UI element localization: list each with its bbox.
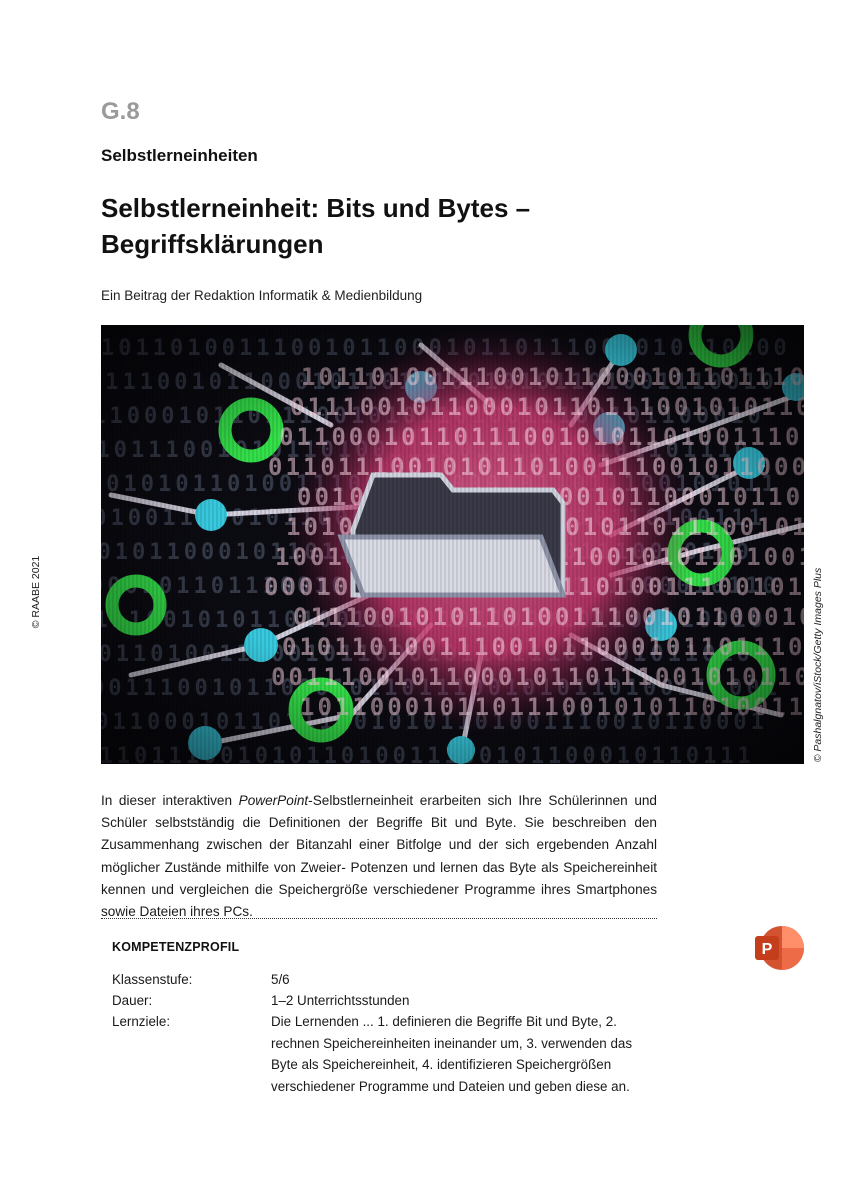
section-label: Selbstlerneinheiten	[101, 146, 258, 165]
kompetenzprofil-title: KOMPETENZPROFIL	[112, 940, 240, 954]
powerpoint-icon	[752, 922, 804, 974]
section-divider	[101, 918, 657, 919]
intro-paragraph	[101, 790, 657, 923]
page-title	[101, 190, 661, 262]
title-line-1: Selbstlerneinheit: Bits und Bytes –	[101, 193, 531, 223]
kp-label: Klassenstufe:	[112, 972, 193, 987]
byline: Ein Beitrag der Redaktion Informatik & Medienbildung	[101, 288, 423, 303]
kp-label: Dauer:	[112, 993, 153, 1008]
hero-illustration	[101, 325, 804, 764]
kp-label: Lernziele:	[112, 1014, 171, 1029]
title-line-2: Begriffsklärungen	[101, 229, 324, 259]
intro-text-2: -Selbstlerneinheit erarbeiten sich Ihre Schülerinnen und Schüler selbstständig die Definitionen der Begriffe Bit und Byte. Sie beschreiben den Zusammenhang zwischen der Bitanzahl einer Bitfolge und der sich ergebenden Anzahl möglicher Zustände mithilfe von Zweier- Potenzen und lernen das Byte als Speichereinheit kennen und vergleichen die Speichergröße verschiedener Programme ihres Smartphones sowie Dateien ihres PCs.	[101, 793, 657, 920]
intro-text-1: In dieser interaktiven	[101, 793, 239, 808]
kp-value: 1–2 Unterrichtsstunden	[271, 993, 410, 1008]
intro-italic: PowerPoint	[238, 793, 309, 808]
powerpoint-letter: P	[761, 941, 773, 958]
kp-value: 5/6	[271, 972, 290, 987]
kp-value: Die Lernenden ... 1. definieren die Begriffe Bit und Byte, 2. rechnen Speichereinheiten ineinander um, 3. verwenden das Byte als Speichereinheit, 4. identifizieren Speichergrößen verschiedener Programme und Dateien und geben diese an.	[271, 1014, 633, 1094]
chapter-number: G.8	[101, 98, 140, 125]
image-credit: © Pashalgnatov/iStock/Getty Images Plus	[812, 567, 824, 763]
copyright-note: © RAABE 2021	[30, 555, 42, 629]
hero-image	[101, 325, 804, 764]
